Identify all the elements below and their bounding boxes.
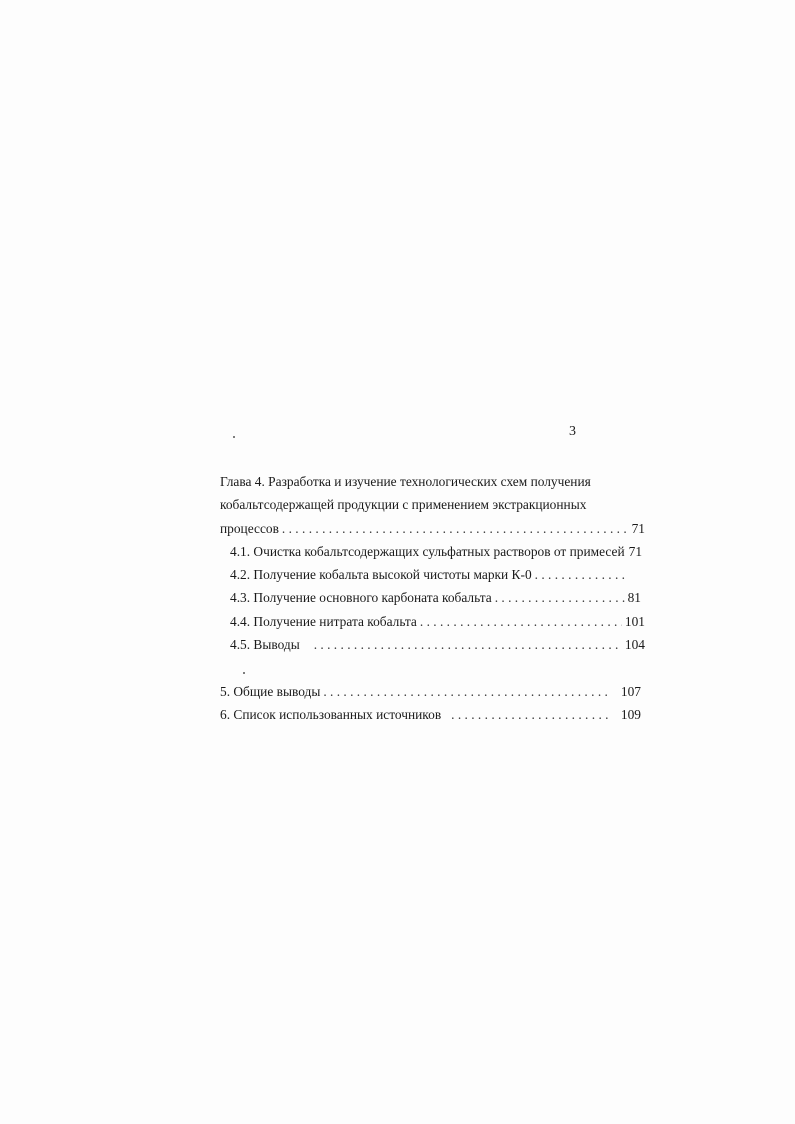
table-of-contents [220, 470, 645, 726]
toc-entry-page: 101 [624, 613, 645, 629]
toc-entry-page: 71 [631, 520, 645, 536]
toc-entry-title: 6. Список использованных источников [220, 706, 442, 722]
toc-entry-title: 4.2. Получение кобальта высокой чистоты марки К-0 [230, 567, 532, 583]
dot-leader [282, 517, 629, 540]
toc-conclusions [220, 680, 645, 703]
toc-entry-page: 109 [620, 706, 641, 722]
dot-leader [314, 633, 622, 656]
toc-spacer [220, 656, 645, 679]
toc-item-4-2 [220, 563, 645, 586]
dot-leader [323, 680, 611, 703]
toc-entry-title: 4.1. Очистка кобальтсодержащих сульфатных растворов от примесей [230, 543, 625, 559]
dot-leader [495, 586, 625, 609]
toc-entry-page: 71 [628, 543, 643, 559]
toc-chapter-4-line-1: Глава 4. Разработка и изучение технологических схем получения [220, 474, 591, 489]
toc-entry-title: процессов [220, 520, 279, 536]
dot-leader [535, 563, 628, 586]
toc-entry-title: 4.5. Выводы [230, 637, 300, 653]
toc-entry-page: 104 [624, 637, 645, 653]
toc-chapter-4-line-3 [220, 517, 645, 540]
dot-leader [420, 610, 622, 633]
toc-entry-title: 4.3. Получение основного карбоната кобальта [230, 590, 492, 606]
toc-references [220, 703, 645, 726]
toc-chapter-4-line-2: кобальтсодержащей продукции с применением экстракционных [220, 497, 587, 513]
toc-entry-page: 81 [627, 590, 641, 606]
toc-entry-title: 5. Общие выводы [220, 683, 321, 699]
toc-item-4-5 [220, 633, 645, 656]
page-number: 3 [569, 424, 576, 439]
toc-item-4-1 [220, 540, 645, 563]
scan-speck [233, 436, 235, 438]
toc-entry-title: 4.4. Получение нитрата кобальта [230, 613, 417, 629]
toc-entry-page: 107 [620, 683, 641, 699]
toc-item-4-3 [220, 586, 645, 609]
dot-leader [451, 703, 611, 726]
toc-item-4-4 [220, 610, 645, 633]
